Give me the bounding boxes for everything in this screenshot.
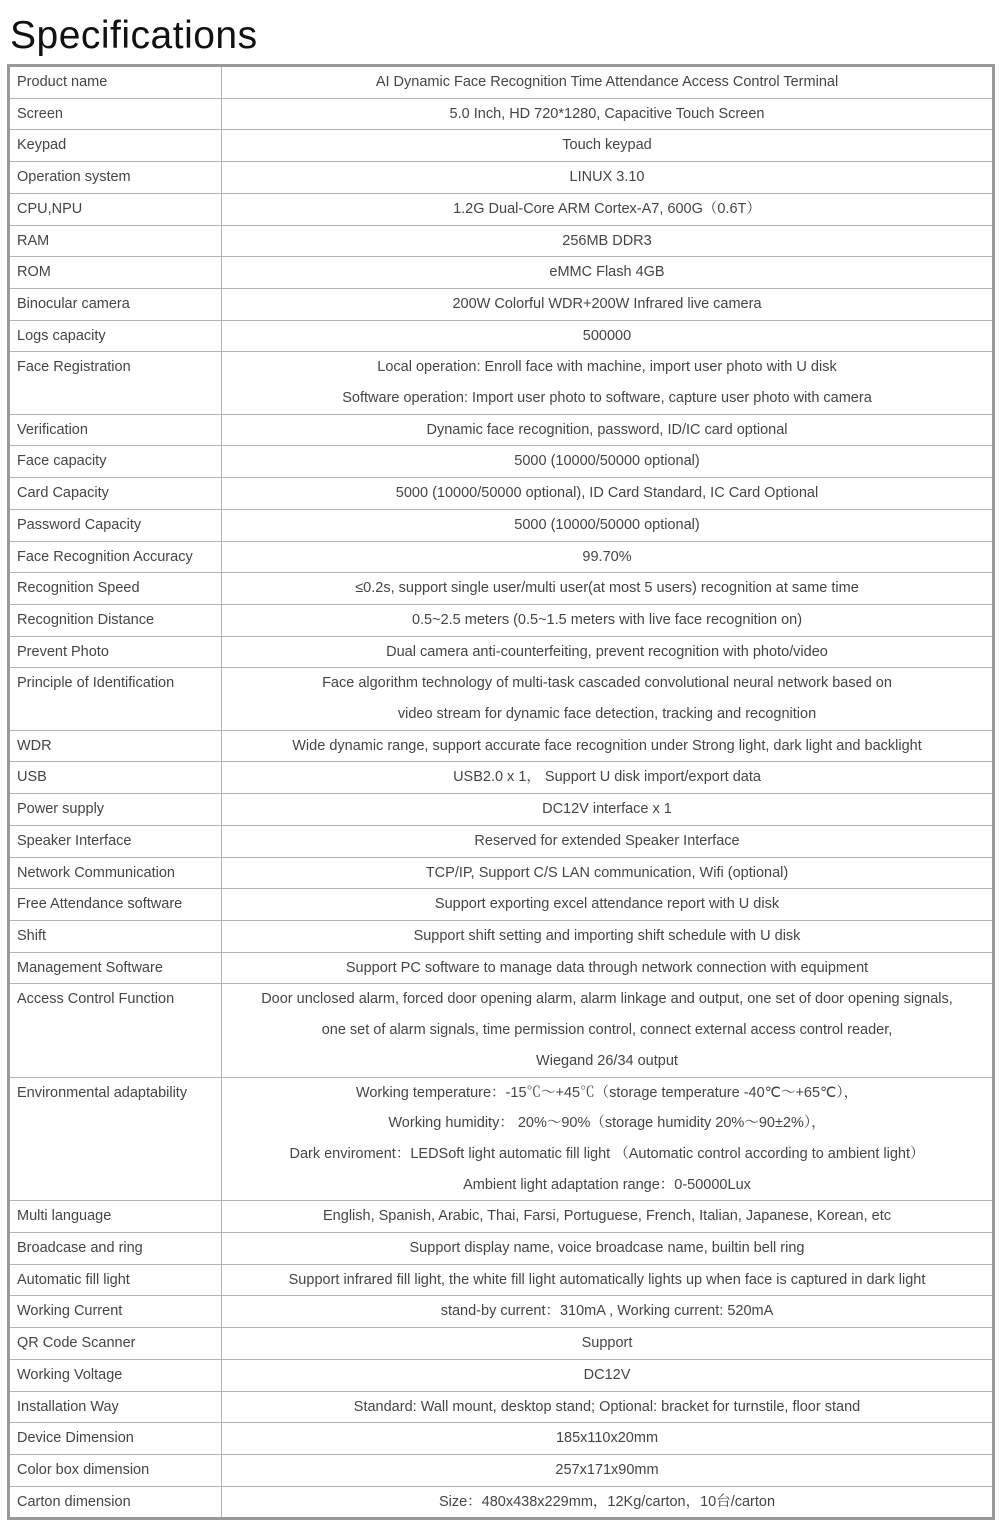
spec-value-line: TCP/IP, Support C/S LAN communication, Wifi (optional) xyxy=(425,864,789,881)
spec-value xyxy=(222,541,994,573)
specifications-table-body xyxy=(9,66,994,1519)
spec-value-line: 1.2G Dual-Core ARM Cortex-A7, 600G（0.6T） xyxy=(453,200,761,217)
spec-label: Color box dimension xyxy=(9,1454,222,1486)
spec-value-line: Door unclosed alarm, forced door opening alarm, alarm linkage and output, one set of door opening signals, xyxy=(261,991,953,1008)
spec-value xyxy=(222,1391,994,1423)
spec-label: Environmental adaptability xyxy=(9,1077,222,1201)
spec-label: Device Dimension xyxy=(9,1423,222,1455)
page-title: Specifications xyxy=(10,14,258,57)
spec-value xyxy=(222,573,994,605)
spec-label: Card Capacity xyxy=(9,478,222,510)
spec-value-line: video stream for dynamic face detection, tracking and recognition xyxy=(397,706,817,723)
spec-value xyxy=(222,1486,994,1519)
spec-row xyxy=(9,794,994,826)
spec-value xyxy=(222,952,994,984)
spec-label: Automatic fill light xyxy=(9,1264,222,1296)
spec-value-line: AI Dynamic Face Recognition Time Attendance Access Control Terminal xyxy=(375,74,839,90)
spec-value xyxy=(222,1233,994,1265)
spec-label: Recognition Speed xyxy=(9,573,222,605)
spec-row xyxy=(9,446,994,478)
spec-row xyxy=(9,1486,994,1519)
spec-value-line: Support PC software to manage data through network connection with equipment xyxy=(345,959,869,976)
spec-label: Face capacity xyxy=(9,446,222,478)
spec-value xyxy=(222,889,994,921)
spec-label: Access Control Function xyxy=(9,984,222,1077)
spec-value-line: 257x171x90mm xyxy=(555,1461,659,1478)
spec-value xyxy=(222,193,994,225)
spec-label: Management Software xyxy=(9,952,222,984)
spec-value-line: DC12V interface x 1 xyxy=(542,801,672,818)
spec-value-line: 185x110x20mm xyxy=(555,1430,659,1447)
spec-value-line: Size：480x438x229mm，12Kg/carton，10台/carton xyxy=(438,1493,776,1510)
spec-value-line: Standard: Wall mount, desktop stand; Optional: bracket for turnstile, floor stand xyxy=(353,1398,861,1415)
spec-value-line: English, Spanish, Arabic, Thai, Farsi, Portuguese, French, Italian, Japanese, Korean, etc xyxy=(323,1208,891,1225)
spec-value-line: 5.0 Inch, HD 720*1280, Capacitive Touch Screen xyxy=(449,105,765,122)
spec-value-line: Dual camera anti-counterfeiting, prevent recognition with photo/video xyxy=(386,643,828,660)
spec-row xyxy=(9,1077,994,1201)
spec-value xyxy=(222,1454,994,1486)
spec-value-line: LINUX 3.10 xyxy=(569,169,645,186)
spec-row xyxy=(9,541,994,573)
spec-label: Network Communication xyxy=(9,857,222,889)
spec-value-line: Wiegand 26/34 output xyxy=(536,1052,678,1069)
spec-value xyxy=(222,1423,994,1455)
spec-label: Speaker Interface xyxy=(9,825,222,857)
spec-value xyxy=(222,1201,994,1233)
spec-label: Free Attendance software xyxy=(9,889,222,921)
spec-value xyxy=(222,414,994,446)
spec-value-line: Local operation: Enroll face with machine, import user photo with U disk xyxy=(377,359,837,376)
spec-row xyxy=(9,668,994,730)
spec-value-line: Ambient light adaptation range：0-50000Lux xyxy=(463,1176,751,1193)
spec-label: Prevent Photo xyxy=(9,636,222,668)
spec-row xyxy=(9,1359,994,1391)
spec-row xyxy=(9,889,994,921)
spec-value xyxy=(222,257,994,289)
spec-value xyxy=(222,794,994,826)
spec-row xyxy=(9,857,994,889)
spec-row xyxy=(9,478,994,510)
spec-value-line: Working temperature：-15℃～+45℃（storage temperature -40℃～+65℃）， xyxy=(355,1084,859,1101)
spec-row xyxy=(9,257,994,289)
spec-value xyxy=(222,1359,994,1391)
spec-value xyxy=(222,604,994,636)
spec-value-line: 200W Colorful WDR+200W Infrared live camera xyxy=(452,295,762,312)
spec-row xyxy=(9,1264,994,1296)
spec-row xyxy=(9,730,994,762)
spec-value-line: 256MB DDR3 xyxy=(562,232,652,249)
spec-row xyxy=(9,825,994,857)
spec-value xyxy=(222,478,994,510)
spec-label: Screen xyxy=(9,98,222,130)
spec-label: ROM xyxy=(9,257,222,289)
spec-label: Product name xyxy=(9,66,222,99)
spec-row xyxy=(9,573,994,605)
spec-label: Logs capacity xyxy=(9,320,222,352)
spec-value xyxy=(222,857,994,889)
spec-value xyxy=(222,320,994,352)
spec-row xyxy=(9,1296,994,1328)
spec-value xyxy=(222,730,994,762)
spec-row xyxy=(9,320,994,352)
spec-label: Principle of Identification xyxy=(9,668,222,730)
spec-value xyxy=(222,225,994,257)
spec-value-line: Support infrared fill light, the white fill light automatically lights up when face is captured in dark light xyxy=(288,1271,926,1288)
spec-label: Carton dimension xyxy=(9,1486,222,1519)
spec-label: Shift xyxy=(9,920,222,952)
spec-row xyxy=(9,1391,994,1423)
spec-row xyxy=(9,1454,994,1486)
spec-label: Keypad xyxy=(9,130,222,162)
spec-row xyxy=(9,762,994,794)
spec-value xyxy=(222,509,994,541)
spec-row xyxy=(9,636,994,668)
spec-row xyxy=(9,509,994,541)
spec-value-line: Reserved for extended Speaker Interface xyxy=(474,832,740,849)
spec-label: Power supply xyxy=(9,794,222,826)
spec-value xyxy=(222,1077,994,1201)
spec-label: Recognition Distance xyxy=(9,604,222,636)
spec-value xyxy=(222,162,994,194)
spec-value-line: one set of alarm signals, time permission control, connect external access control reader, xyxy=(321,1022,893,1039)
spec-value xyxy=(222,446,994,478)
spec-value-line: 5000 (10000/50000 optional) xyxy=(514,516,700,533)
spec-value-line: Working humidity： 20%～90%（storage humidity 20%～90±2%）， xyxy=(388,1115,826,1132)
spec-row xyxy=(9,984,994,1077)
spec-row xyxy=(9,1233,994,1265)
spec-label: Operation system xyxy=(9,162,222,194)
spec-value xyxy=(222,352,994,414)
spec-row xyxy=(9,288,994,320)
spec-value-line: 5000 (10000/50000 optional) xyxy=(514,453,700,470)
spec-value xyxy=(222,668,994,730)
spec-label: WDR xyxy=(9,730,222,762)
spec-label: Multi language xyxy=(9,1201,222,1233)
spec-value xyxy=(222,636,994,668)
spec-label: CPU,NPU xyxy=(9,193,222,225)
spec-label: QR Code Scanner xyxy=(9,1328,222,1360)
spec-row xyxy=(9,1328,994,1360)
spec-value-line: Face algorithm technology of multi-task cascaded convolutional neural network based on xyxy=(322,675,892,692)
spec-row xyxy=(9,604,994,636)
spec-value-line: Wide dynamic range, support accurate face recognition under Strong light, dark light and backlight xyxy=(292,737,922,754)
spec-value-line: USB2.0 x 1， Support U disk import/export data xyxy=(453,769,761,786)
spec-label: Password Capacity xyxy=(9,509,222,541)
spec-value-line: Support shift setting and importing shift schedule with U disk xyxy=(413,927,801,944)
spec-value xyxy=(222,762,994,794)
spec-row xyxy=(9,352,994,414)
spec-row xyxy=(9,98,994,130)
spec-value xyxy=(222,1264,994,1296)
spec-label: Binocular camera xyxy=(9,288,222,320)
spec-value-line: Dark enviroment：LEDSoft light automatic fill light （Automatic control according to ambient light） xyxy=(289,1145,925,1162)
spec-value xyxy=(222,130,994,162)
spec-row xyxy=(9,1423,994,1455)
spec-label: Installation Way xyxy=(9,1391,222,1423)
spec-row xyxy=(9,920,994,952)
spec-value-line: 99.70% xyxy=(582,548,632,565)
spec-value-line: 0.5~2.5 meters (0.5~1.5 meters with live face recognition on) xyxy=(411,611,803,628)
spec-value-line: eMMC Flash 4GB xyxy=(549,264,665,281)
spec-row xyxy=(9,952,994,984)
spec-value-line: 500000 xyxy=(582,327,632,344)
spec-value xyxy=(222,984,994,1077)
spec-value-line: Support exporting excel attendance report with U disk xyxy=(434,896,780,913)
spec-row xyxy=(9,1201,994,1233)
spec-value xyxy=(222,825,994,857)
spec-value xyxy=(222,920,994,952)
spec-value xyxy=(222,98,994,130)
spec-value-line: 5000 (10000/50000 optional), ID Card Standard, IC Card Optional xyxy=(395,485,819,502)
spec-label: Working Voltage xyxy=(9,1359,222,1391)
spec-value-line: ≤0.2s, support single user/multi user(at most 5 users) recognition at same time xyxy=(355,580,859,597)
spec-value xyxy=(222,288,994,320)
spec-value-line: Touch keypad xyxy=(562,137,652,154)
spec-value-line: DC12V xyxy=(583,1366,631,1383)
spec-label: Face Registration xyxy=(9,352,222,414)
spec-row xyxy=(9,162,994,194)
spec-value-line: Support xyxy=(581,1335,633,1352)
spec-value-line: Support display name, voice broadcase name, builtin bell ring xyxy=(409,1240,805,1257)
spec-row xyxy=(9,193,994,225)
spec-value xyxy=(222,1328,994,1360)
spec-value xyxy=(222,1296,994,1328)
spec-row xyxy=(9,414,994,446)
spec-label: RAM xyxy=(9,225,222,257)
spec-value-line: Software operation: Import user photo to software, capture user photo with camera xyxy=(342,390,872,407)
spec-label: USB xyxy=(9,762,222,794)
spec-label: Verification xyxy=(9,414,222,446)
spec-row xyxy=(9,225,994,257)
spec-label: Face Recognition Accuracy xyxy=(9,541,222,573)
spec-value-line: stand-by current：310mA , Working current: 520mA xyxy=(440,1303,774,1320)
spec-row xyxy=(9,66,994,99)
spec-value xyxy=(222,66,994,99)
spec-row xyxy=(9,130,994,162)
spec-value-line: Dynamic face recognition, password, ID/IC card optional xyxy=(426,421,788,438)
specifications-table xyxy=(7,64,995,1520)
spec-label: Working Current xyxy=(9,1296,222,1328)
spec-label: Broadcase and ring xyxy=(9,1233,222,1265)
